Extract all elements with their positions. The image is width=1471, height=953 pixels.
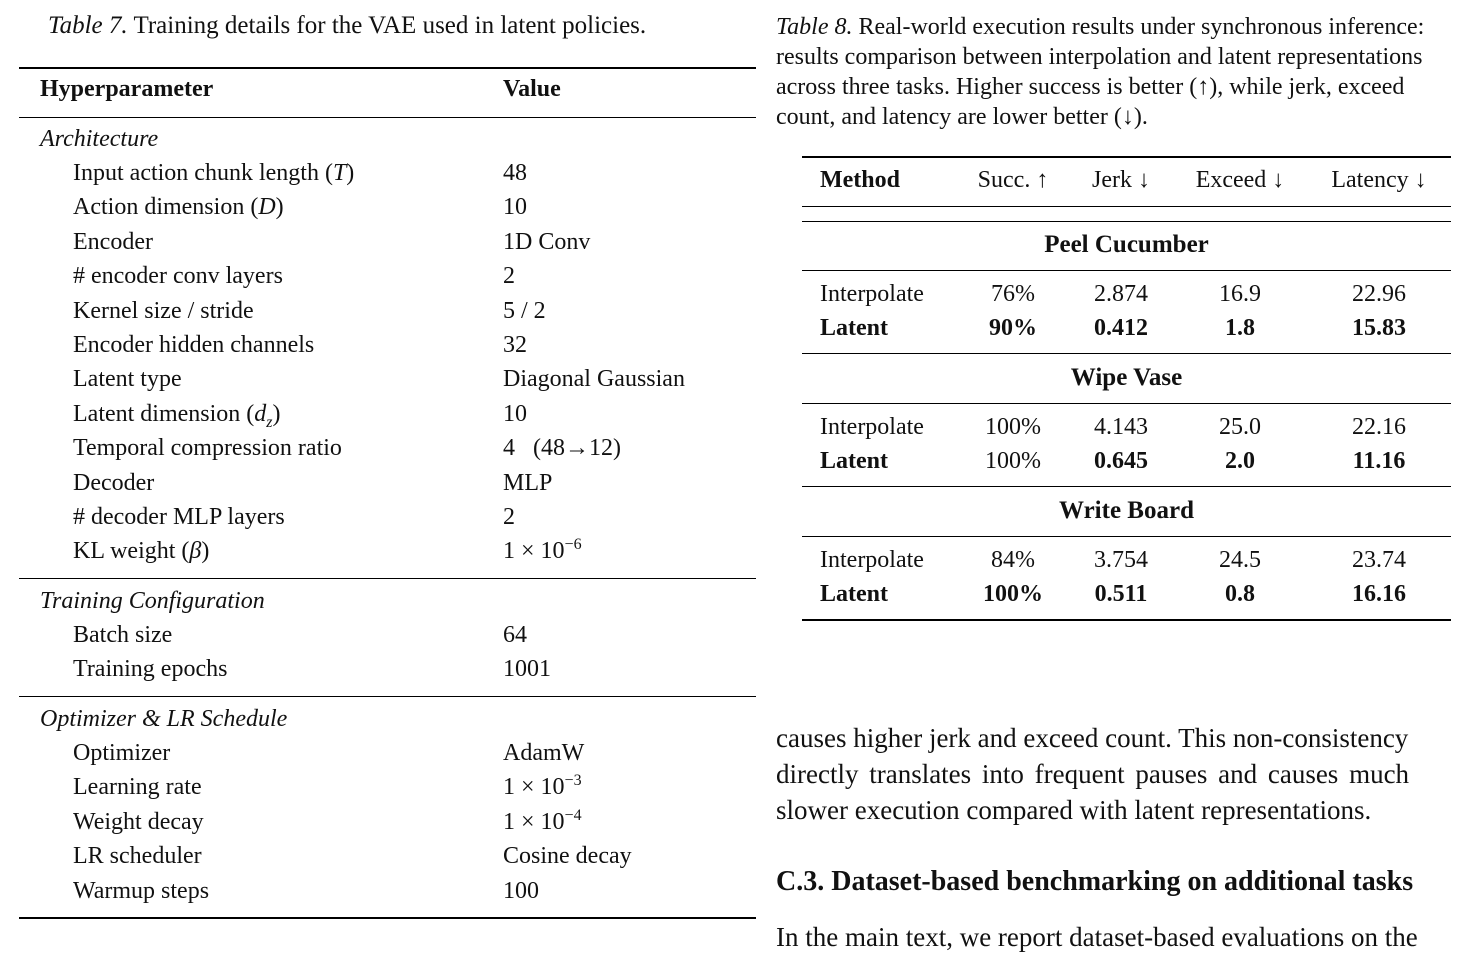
param-label: Optimizer xyxy=(73,740,171,766)
table8-cell-succ: 100% xyxy=(985,414,1041,440)
param-label: Warmup steps xyxy=(73,877,210,904)
table7-group-title: Training Configuration xyxy=(40,588,265,614)
section-heading: C.3. Dataset-based benchmarking on additional tasks xyxy=(776,866,1414,897)
table8-cell-succ: 84% xyxy=(991,547,1035,573)
table8-cell-latency: 23.74 xyxy=(1352,547,1406,573)
param-label-close: ) xyxy=(272,400,281,427)
table8-cell-exceed: 0.8 xyxy=(1225,581,1255,607)
param-subscript: z xyxy=(266,413,273,431)
table7-caption-text: Training details for the VAE used in latent policies. xyxy=(133,12,647,39)
table8-cell-jerk: 4.143 xyxy=(1094,414,1148,440)
table8-caption-line: results comparison between interpolation and latent representations xyxy=(776,44,1423,70)
param-name xyxy=(73,656,227,683)
param-label: Encoder xyxy=(73,228,153,255)
param-name xyxy=(73,194,284,221)
table8-label: Table 8. xyxy=(776,14,853,40)
col-header-method: Method xyxy=(820,167,900,193)
param-name xyxy=(73,401,281,432)
param-value xyxy=(503,740,584,767)
param-value xyxy=(503,504,515,531)
param-value-text: 100 xyxy=(503,877,539,904)
table8-cell-latency: 16.16 xyxy=(1352,581,1406,607)
table8-cell-exceed: 16.9 xyxy=(1219,281,1261,307)
paragraph-line: slower execution compared with latent representations. xyxy=(776,795,1372,825)
table8-section-title: Write Board xyxy=(1059,497,1194,524)
table8-section-rule xyxy=(802,403,1451,404)
table8-section-rule xyxy=(802,486,1451,487)
param-label: Temporal compression ratio xyxy=(73,435,342,462)
table8-cell-exceed: 2.0 xyxy=(1225,448,1255,474)
table8-cell-jerk: 0.645 xyxy=(1094,448,1148,474)
param-label: KL weight ( xyxy=(73,538,190,565)
param-value-text: 10 xyxy=(503,194,527,221)
table8-caption-line: across three tasks. Higher success is better (↑), while jerk, exceed xyxy=(776,74,1405,100)
table7-group-rule xyxy=(19,578,756,579)
param-name xyxy=(73,538,209,565)
param-value-exponent: −4 xyxy=(564,806,582,824)
table8-cell-exceed: 1.8 xyxy=(1225,315,1255,341)
col-header-jerk: Jerk ↓ xyxy=(1092,167,1150,193)
param-label: Weight decay xyxy=(73,808,204,835)
param-value-text: 2 xyxy=(503,263,515,290)
param-value xyxy=(503,332,527,359)
param-value xyxy=(503,298,546,325)
param-label: Encoder hidden channels xyxy=(73,332,315,358)
body-paragraph xyxy=(776,720,1471,828)
table8-section-title: Wipe Vase xyxy=(1070,364,1183,391)
table8-section-rule xyxy=(802,353,1451,354)
param-value-text: 64 xyxy=(503,622,527,648)
table8-section-rule xyxy=(802,270,1451,271)
param-symbol: d xyxy=(254,400,267,427)
param-name xyxy=(73,366,182,393)
table8-cell-latency: 15.83 xyxy=(1352,315,1406,341)
param-value-text: 1 × 10 xyxy=(503,774,565,801)
param-name xyxy=(73,622,172,649)
param-name xyxy=(73,504,285,531)
param-value xyxy=(503,366,685,393)
param-value-text: MLP xyxy=(503,469,553,496)
param-name xyxy=(73,774,202,801)
param-name xyxy=(73,843,202,870)
table7-group-rule xyxy=(19,696,756,697)
table8-cell-method: Latent xyxy=(820,315,888,341)
param-name xyxy=(73,809,204,836)
param-label: Learning rate xyxy=(73,774,202,801)
table8-cell-latency: 22.16 xyxy=(1352,414,1406,440)
param-value-text: 2 xyxy=(503,504,515,530)
param-label: Input action chunk length ( xyxy=(73,160,333,186)
param-value-text: 10 xyxy=(503,400,527,427)
param-value-text: Diagonal Gaussian xyxy=(503,366,685,393)
table7-top-rule xyxy=(19,67,756,69)
paragraph-line: causes higher jerk and exceed count. This non-consistency xyxy=(776,723,1409,753)
col-header-succ: Succ. ↑ xyxy=(977,167,1049,193)
param-value-text: 1D Conv xyxy=(503,228,591,255)
param-value-text: 1001 xyxy=(503,656,551,683)
param-value xyxy=(503,656,551,683)
param-value-text: 48 xyxy=(503,160,527,186)
param-value-text: 4 (48→12) xyxy=(503,435,621,462)
param-value xyxy=(503,622,527,649)
table8-cell-method: Interpolate xyxy=(820,281,924,307)
param-label: Batch size xyxy=(73,622,173,648)
param-value-exponent: −3 xyxy=(564,772,582,790)
param-label: Training epochs xyxy=(73,656,228,683)
table8-cell-jerk: 0.511 xyxy=(1094,581,1148,607)
param-name xyxy=(73,229,153,256)
param-symbol: T xyxy=(332,160,347,186)
table8-cell-succ: 100% xyxy=(985,448,1041,474)
table8-cell-method: Interpolate xyxy=(820,414,924,440)
param-value xyxy=(503,435,621,462)
table8-cell-succ: 90% xyxy=(989,315,1037,341)
param-label: Action dimension ( xyxy=(73,194,259,221)
param-label: Latent dimension ( xyxy=(73,400,255,427)
table8-caption xyxy=(776,12,1471,132)
table8-section-title: Peel Cucumber xyxy=(1044,231,1209,258)
param-label: # decoder MLP layers xyxy=(73,504,285,530)
table8-header-rule xyxy=(802,206,1451,207)
table8-cell-jerk: 0.412 xyxy=(1094,315,1148,341)
param-value xyxy=(503,878,539,905)
param-value xyxy=(503,401,527,428)
table8-cell-method: Latent xyxy=(820,581,888,607)
param-value-text: 32 xyxy=(503,332,527,358)
table7-group-title: Architecture xyxy=(40,126,159,152)
table8-caption-line: Real-world execution results under synchronous inference: xyxy=(858,14,1425,40)
param-value xyxy=(503,843,632,870)
param-label: Latent type xyxy=(73,366,182,393)
param-value-text: 5 / 2 xyxy=(503,297,546,324)
param-name xyxy=(73,878,209,905)
col-header-hyperparameter: Hyperparameter xyxy=(40,76,214,102)
param-symbol: β xyxy=(189,538,202,565)
paragraph-line: directly translates into frequent pauses and causes much xyxy=(776,759,1410,789)
param-label: # encoder conv layers xyxy=(73,263,283,290)
col-header-exceed: Exceed ↓ xyxy=(1195,167,1285,193)
table8-cell-succ: 76% xyxy=(991,281,1035,307)
param-name xyxy=(73,740,170,767)
table8-cell-jerk: 2.874 xyxy=(1094,281,1148,307)
table8-cell-latency: 22.96 xyxy=(1352,281,1406,307)
param-value xyxy=(503,194,527,221)
param-label-close: ) xyxy=(346,160,355,186)
param-value xyxy=(503,774,582,801)
param-name xyxy=(73,160,354,187)
table8-cell-latency: 11.16 xyxy=(1352,448,1406,474)
table8-cell-method: Latent xyxy=(820,448,888,474)
table7-label: Table 7. xyxy=(48,12,128,39)
param-label: LR scheduler xyxy=(73,843,202,870)
param-value-exponent: −6 xyxy=(564,536,582,554)
param-label: Kernel size / stride xyxy=(73,297,254,324)
table8-caption-line: count, and latency are lower better (↓). xyxy=(776,104,1148,130)
col-header-value: Value xyxy=(503,76,561,102)
param-name xyxy=(73,263,283,290)
table8-header-rule-double xyxy=(802,221,1451,222)
param-value xyxy=(503,263,515,290)
table7-group-title: Optimizer & LR Schedule xyxy=(40,706,288,732)
param-label-close: ) xyxy=(201,538,210,565)
param-value xyxy=(503,160,527,187)
table8-top-rule xyxy=(802,156,1451,158)
param-name xyxy=(73,332,314,359)
param-label: Decoder xyxy=(73,469,155,496)
param-value-text: 1 × 10 xyxy=(503,808,565,835)
table8-bottom-rule xyxy=(802,619,1451,621)
param-name xyxy=(73,435,342,462)
table8-cell-exceed: 25.0 xyxy=(1219,414,1261,440)
table8-section-rule xyxy=(802,536,1451,537)
param-value-text: Cosine decay xyxy=(503,843,632,870)
param-symbol: D xyxy=(258,194,276,221)
table7-caption xyxy=(48,12,646,40)
table8-cell-exceed: 24.5 xyxy=(1219,547,1261,573)
param-name xyxy=(73,470,154,497)
param-value xyxy=(503,229,590,256)
param-value xyxy=(503,806,582,836)
table7-bottom-rule xyxy=(19,917,756,919)
body-text-line: In the main text, we report dataset-based evaluations on the xyxy=(776,922,1418,952)
param-value xyxy=(503,470,552,497)
param-name xyxy=(73,298,254,325)
param-value xyxy=(503,538,582,565)
table7-header-rule xyxy=(19,117,756,118)
table8-cell-jerk: 3.754 xyxy=(1094,547,1148,573)
table8-cell-method: Interpolate xyxy=(820,547,924,573)
col-header-latency: Latency ↓ xyxy=(1331,167,1427,193)
param-value-text: 1 × 10 xyxy=(503,538,565,565)
table8-cell-succ: 100% xyxy=(983,581,1043,607)
param-value-text: AdamW xyxy=(503,740,585,766)
param-label-close: ) xyxy=(275,194,284,221)
